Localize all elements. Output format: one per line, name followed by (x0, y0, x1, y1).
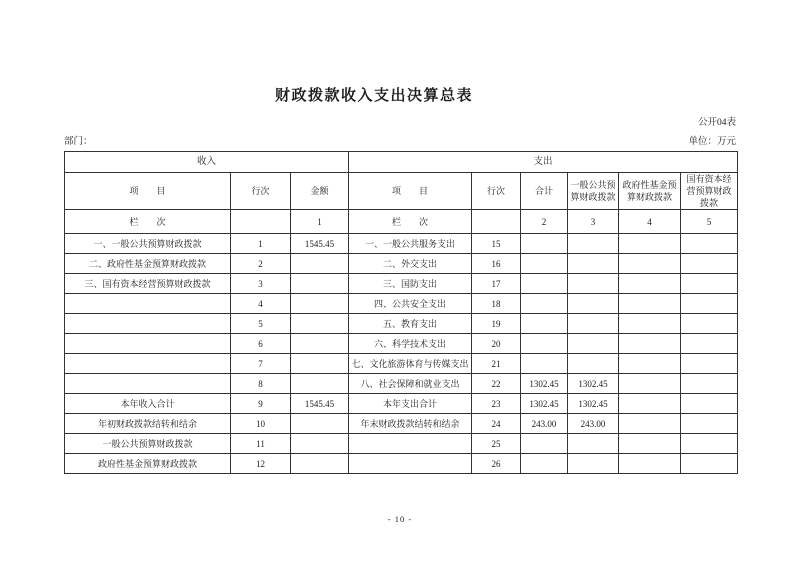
income-item: 政府性基金预算财政拨款 (65, 454, 231, 474)
table-row (65, 374, 738, 394)
expense-total (521, 354, 568, 374)
expense-state-capital (681, 274, 738, 294)
income-amount (291, 334, 349, 354)
income-row-no: 2 (231, 254, 291, 274)
table-row (65, 274, 738, 294)
income-row-no: 3 (231, 274, 291, 294)
expense-total (521, 314, 568, 334)
expense-state-capital (681, 314, 738, 334)
income-row-no: 10 (231, 414, 291, 434)
income-amount (291, 294, 349, 314)
col-header-state-capital: 国有资本经营预算财政拨款 (681, 173, 738, 210)
col-index-general: 3 (568, 210, 619, 234)
expense-total: 1302.45 (521, 394, 568, 414)
income-item: 三、国有资本经营预算财政拨款 (65, 274, 231, 294)
expense-total (521, 454, 568, 474)
column-index-row (65, 210, 738, 234)
table-body (65, 234, 738, 474)
expense-general-budget (568, 334, 619, 354)
expense-row-no: 21 (472, 354, 521, 374)
expense-item: 四、公共安全支出 (349, 294, 472, 314)
expense-state-capital (681, 454, 738, 474)
col-header-income-item: 项 目 (65, 173, 231, 210)
lanci-label-income: 栏 次 (65, 210, 231, 234)
income-row-no: 8 (231, 374, 291, 394)
expense-section-header: 支出 (349, 152, 738, 173)
income-row-no: 11 (231, 434, 291, 454)
expense-gov-fund (619, 274, 681, 294)
income-item (65, 334, 231, 354)
expense-item: 二、外交支出 (349, 254, 472, 274)
table-row (65, 314, 738, 334)
expense-item: 年末财政拨款结转和结余 (349, 414, 472, 434)
col-header-general-budget: 一般公共预算财政拨款 (568, 173, 619, 210)
col-header-amount: 金额 (291, 173, 349, 210)
expense-row-no: 17 (472, 274, 521, 294)
expense-general-budget (568, 434, 619, 454)
expense-item: 三、国防支出 (349, 274, 472, 294)
expense-state-capital (681, 254, 738, 274)
income-item: 本年收入合计 (65, 394, 231, 414)
income-amount (291, 354, 349, 374)
expense-general-budget (568, 354, 619, 374)
expense-gov-fund (619, 294, 681, 314)
income-item: 一般公共预算财政拨款 (65, 434, 231, 454)
lanci-label-expense: 栏 次 (349, 210, 472, 234)
income-item: 一、一般公共预算财政拨款 (65, 234, 231, 254)
page-number: - 10 - (387, 514, 413, 524)
col-index-total: 2 (521, 210, 568, 234)
income-section-header: 收入 (65, 152, 349, 173)
expense-row-no: 20 (472, 334, 521, 354)
expense-state-capital (681, 294, 738, 314)
col-index-gov: 4 (619, 210, 681, 234)
income-amount (291, 434, 349, 454)
section-header-row (65, 152, 738, 173)
expense-state-capital (681, 414, 738, 434)
table-row (65, 334, 738, 354)
income-amount (291, 414, 349, 434)
doc-label: 公开04表 (697, 118, 736, 128)
col-index-state: 5 (681, 210, 738, 234)
expense-item: 一、一般公共服务支出 (349, 234, 472, 254)
income-item (65, 374, 231, 394)
income-amount: 1545.45 (291, 394, 349, 414)
income-row-no: 4 (231, 294, 291, 314)
expense-item: 六、科学技术支出 (349, 334, 472, 354)
table-row (65, 254, 738, 274)
col-index-amount: 1 (291, 210, 349, 234)
meta-row (0, 133, 800, 147)
income-amount (291, 254, 349, 274)
col-header-expense-row-no: 行次 (472, 173, 521, 210)
expense-total (521, 274, 568, 294)
expense-general-budget (568, 274, 619, 294)
income-amount (291, 274, 349, 294)
expense-row-no: 19 (472, 314, 521, 334)
expense-item: 五、教育支出 (349, 314, 472, 334)
table-row (65, 394, 738, 414)
income-item (65, 354, 231, 374)
income-item: 年初财政拨款结转和结余 (65, 414, 231, 434)
fiscal-appropriation-table (64, 151, 738, 474)
expense-item: 本年支出合计 (349, 394, 472, 414)
expense-row-no: 26 (472, 454, 521, 474)
expense-gov-fund (619, 254, 681, 274)
expense-row-no: 15 (472, 234, 521, 254)
expense-general-budget: 1302.45 (568, 374, 619, 394)
expense-gov-fund (619, 454, 681, 474)
expense-gov-fund (619, 434, 681, 454)
income-row-no: 5 (231, 314, 291, 334)
expense-item (349, 434, 472, 454)
expense-row-no: 22 (472, 374, 521, 394)
expense-row-no: 16 (472, 254, 521, 274)
table-row (65, 234, 738, 254)
table-row (65, 354, 738, 374)
income-row-no: 1 (231, 234, 291, 254)
expense-general-budget (568, 454, 619, 474)
table-row (65, 454, 738, 474)
income-row-no: 6 (231, 334, 291, 354)
expense-row-no: 23 (472, 394, 521, 414)
table-row (65, 414, 738, 434)
col-header-total: 合计 (521, 173, 568, 210)
income-item: 二、政府性基金预算财政拨款 (65, 254, 231, 274)
expense-gov-fund (619, 234, 681, 254)
expense-state-capital (681, 374, 738, 394)
col-header-income-row-no: 行次 (231, 173, 291, 210)
expense-general-budget (568, 294, 619, 314)
expense-gov-fund (619, 334, 681, 354)
income-amount (291, 374, 349, 394)
expense-total: 1302.45 (521, 374, 568, 394)
expense-gov-fund (619, 374, 681, 394)
expense-gov-fund (619, 354, 681, 374)
expense-total (521, 294, 568, 314)
expense-general-budget (568, 314, 619, 334)
expense-state-capital (681, 234, 738, 254)
income-amount: 1545.45 (291, 234, 349, 254)
expense-item (349, 454, 472, 474)
expense-item: 七、文化旅游体育与传媒支出 (349, 354, 472, 374)
income-amount (291, 454, 349, 474)
expense-row-no: 25 (472, 434, 521, 454)
expense-gov-fund (619, 314, 681, 334)
expense-state-capital (681, 394, 738, 414)
income-item (65, 294, 231, 314)
expense-total (521, 254, 568, 274)
expense-total (521, 434, 568, 454)
expense-row-no: 18 (472, 294, 521, 314)
department-label: 部门： (64, 137, 93, 147)
col-header-gov-fund: 政府性基金预算财政拨款 (619, 173, 681, 210)
expense-total (521, 334, 568, 354)
lanci-empty-expense-row-no (472, 210, 521, 234)
expense-total: 243.00 (521, 414, 568, 434)
table-row (65, 294, 738, 314)
lanci-empty-income-row-no (231, 210, 291, 234)
expense-general-budget: 1302.45 (568, 394, 619, 414)
income-row-no: 7 (231, 354, 291, 374)
expense-state-capital (681, 434, 738, 454)
expense-gov-fund (619, 414, 681, 434)
table-row (65, 434, 738, 454)
income-row-no: 12 (231, 454, 291, 474)
income-amount (291, 314, 349, 334)
income-item (65, 314, 231, 334)
expense-state-capital (681, 334, 738, 354)
expense-row-no: 24 (472, 414, 521, 434)
unit-label: 单位：万元 (688, 137, 736, 147)
expense-general-budget (568, 234, 619, 254)
income-row-no: 9 (231, 394, 291, 414)
expense-gov-fund (619, 394, 681, 414)
expense-general-budget: 243.00 (568, 414, 619, 434)
col-header-expense-item: 项 目 (349, 173, 472, 210)
column-header-row (65, 173, 738, 210)
expense-total (521, 234, 568, 254)
expense-general-budget (568, 254, 619, 274)
expense-state-capital (681, 354, 738, 374)
page-title: 财政拨款收入支出决算总表 (274, 88, 473, 104)
expense-item: 八、社会保障和就业支出 (349, 374, 472, 394)
